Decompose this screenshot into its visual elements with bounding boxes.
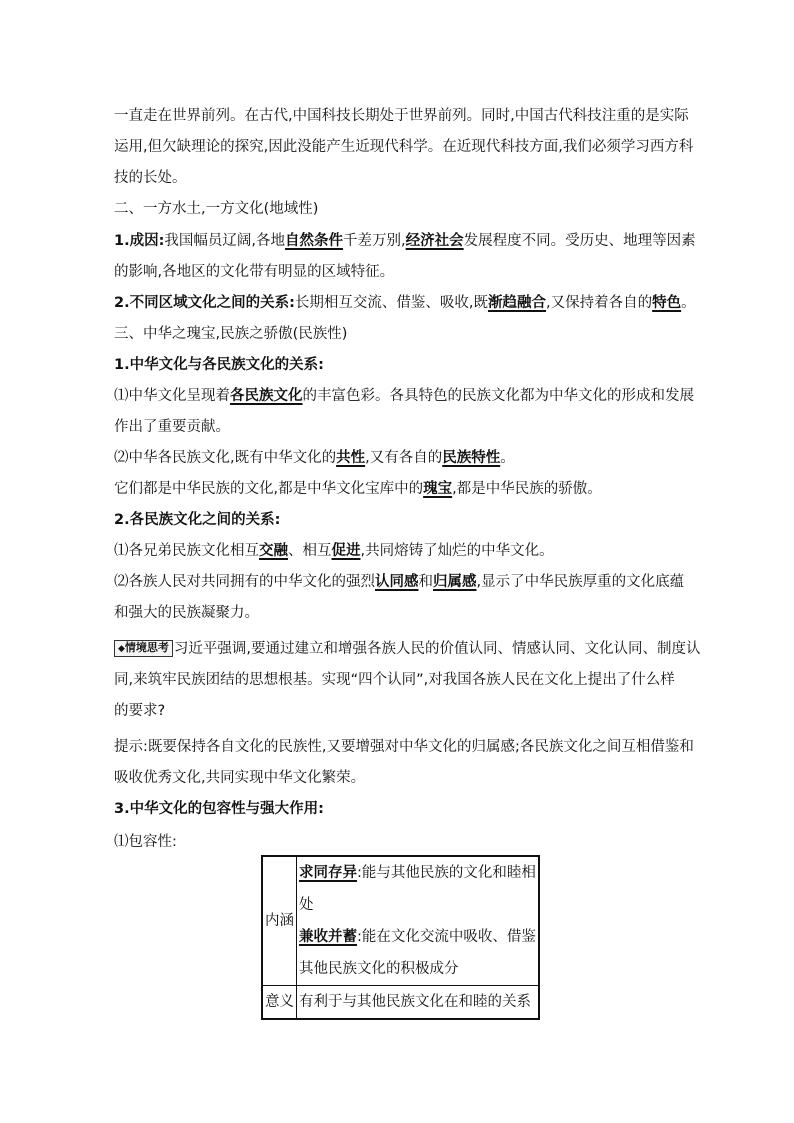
paragraph-line: 技的长处。 xyxy=(114,170,187,186)
key-term: 促进 xyxy=(331,543,361,559)
cell-line xyxy=(299,921,536,953)
text: ,共同熔铸了灿烂的中华文化。 xyxy=(360,543,554,559)
subsection-title: 3.中华文化的包容性与强大作用: xyxy=(114,801,324,817)
text: ,又保持着各自的 xyxy=(546,295,653,311)
text: 长期相互交流、借鉴、吸收,既 xyxy=(294,295,489,311)
paragraph-line: 作出了重要贡献。 xyxy=(114,419,230,435)
text: ⑴各兄弟民族文化相互 xyxy=(114,543,259,559)
text: 和 xyxy=(418,574,433,590)
relation-line xyxy=(114,293,696,313)
cause-title: 1.成因: xyxy=(114,233,165,249)
text: 千差万别, xyxy=(343,233,406,249)
key-term: 共性 xyxy=(336,450,366,466)
relation-title: 2.不同区域文化之间的关系: xyxy=(114,295,295,311)
text: 它们都是中华民族的文化,都是中华文化宝库中的 xyxy=(114,481,424,497)
item-line xyxy=(114,448,684,468)
paragraph-line: 吸收优秀文化,共同实现中华文化繁荣。 xyxy=(114,770,366,786)
significance-cell: 有利于与其他民族文化在和睦的关系 xyxy=(297,986,539,1020)
item-line xyxy=(114,572,684,592)
key-term: 交融 xyxy=(259,543,288,559)
cause-line xyxy=(114,231,696,251)
item-line xyxy=(114,386,694,406)
paragraph-line: 的要求? xyxy=(114,703,166,719)
key-term: 求同存异 xyxy=(299,865,357,881)
key-term: 归属感 xyxy=(433,574,477,590)
subsection-title: 2.各民族文化之间的关系: xyxy=(114,512,281,528)
text: 我国幅员辽阔,各地 xyxy=(164,233,286,249)
question-line xyxy=(114,639,701,659)
text: :能在文化交流中吸收、借鉴 xyxy=(357,929,536,945)
key-term: 特色 xyxy=(652,295,682,311)
text: ⑵中华各民族文化,既有中华文化的 xyxy=(114,450,337,466)
item-line xyxy=(114,479,684,499)
key-term: 瑰宝 xyxy=(423,481,453,497)
item-line xyxy=(114,541,684,561)
context-thinking-badge xyxy=(114,640,173,657)
text: ,都是中华民族的骄傲。 xyxy=(452,481,602,497)
cell-line: 处 xyxy=(299,897,314,913)
star-icon: ◆ xyxy=(118,644,125,654)
text: ⑵各族人民对共同拥有的中华文化的强烈 xyxy=(114,574,375,590)
row-header-connotation: 内涵 xyxy=(262,856,297,986)
text: ,显示了中华民族厚重的文化底蕴 xyxy=(476,574,685,590)
cell-line xyxy=(299,857,536,889)
paragraph-line: 的影响,各地区的文化带有明显的区域特征。 xyxy=(114,264,395,280)
text: :能与其他民族的文化和睦相 xyxy=(357,865,536,881)
text: 。 xyxy=(681,295,696,311)
text: ⑴中华文化呈现着 xyxy=(114,388,230,404)
text: 、相互 xyxy=(288,543,332,559)
key-term: 自然条件 xyxy=(285,233,344,249)
key-term: 认同感 xyxy=(375,574,419,590)
table-row xyxy=(262,856,539,986)
key-term: 兼收并蓄 xyxy=(299,929,357,945)
key-term: 各民族文化 xyxy=(230,388,303,404)
text: ,又有各自的 xyxy=(365,450,443,466)
paragraph-line: 和强大的民族凝聚力。 xyxy=(114,605,259,621)
badge-label: 情境思考 xyxy=(124,641,169,654)
text: 。 xyxy=(500,450,515,466)
paragraph-line: 运用,但欠缺理论的探究,因此没能产生近现代科学。在近现代科技方面,我们必须学习西方科 xyxy=(114,139,694,155)
key-term: 民族特性 xyxy=(442,450,501,466)
paragraph-line: 同,来筑牢民族团结的思想根基。实现“四个认同”,对我国各族人民在文化上提出了什么样 xyxy=(114,672,675,688)
text: 发展程度不同。受历史、地理等因素 xyxy=(463,233,696,249)
subsection-title: 1.中华文化与各民族文化的关系: xyxy=(114,357,324,373)
inclusiveness-table xyxy=(261,855,540,1020)
paragraph-line: 一直走在世界前列。在古代,中国科技长期处于世界前列。同时,中国古代科技注重的是实际 xyxy=(114,108,689,124)
item-line: ⑴包容性: xyxy=(114,834,177,850)
key-term: 渐趋融合 xyxy=(488,295,547,311)
connotation-cell xyxy=(297,856,539,986)
row-header-significance: 意义 xyxy=(262,986,297,1020)
section-heading: 二、一方水土,一方文化(地域性) xyxy=(114,201,319,217)
cell-line: 其他民族文化的积极成分 xyxy=(299,961,459,977)
table-row xyxy=(262,986,539,1020)
hint-line: 提示:既要保持各自文化的民族性,又要增强对中华文化的归属感;各民族文化之间互相借鉴和 xyxy=(114,739,694,755)
key-term: 经济社会 xyxy=(405,233,464,249)
text: 习近平强调,要通过建立和增强各族人民的价值认同、情感认同、文化认同、制度认 xyxy=(173,641,701,657)
section-heading: 三、中华之瑰宝,民族之骄傲(民族性) xyxy=(114,326,348,342)
text: 的丰富色彩。各具特色的民族文化都为中华文化的形成和发展 xyxy=(302,388,694,404)
